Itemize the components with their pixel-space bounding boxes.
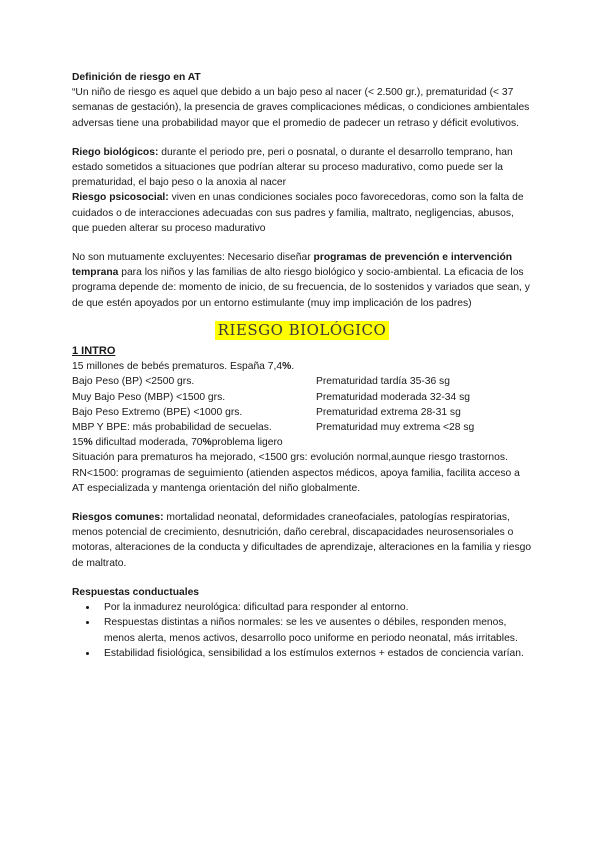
dificultad-text: problema ligero: [211, 437, 283, 449]
definicion-heading: Definición de riesgo en AT: [72, 72, 201, 83]
prematuridad-cell: Prematuridad tardía 35-36 sg: [316, 376, 450, 388]
peso-cell: MBP Y BPE: más probabilidad de secuelas.: [72, 422, 272, 434]
intro-line1-bold: %: [282, 361, 292, 373]
document-content: [72, 70, 532, 661]
peso-cell: Muy Bajo Peso (MBP) <1500 grs.: [72, 391, 226, 403]
no-excluyentes-paragraph: [72, 250, 532, 311]
peso-cell: Bajo Peso Extremo (BPE) <1000 grs.: [72, 406, 243, 418]
dificultad-bold: %: [202, 437, 212, 449]
section-title: RIESGO BIOLÓGICO: [215, 321, 390, 340]
riesgo-psicosocial-text: viven en unas condiciones sociales poco favorecedoras, como son la falta de cuidados o de interacciones adecuadas con sus padres y familia, maltrato, negligencias, abusos, que pueden alterar su proceso madurativo: [72, 192, 524, 234]
intro-line1: [72, 359, 532, 374]
list-item: • Estabilidad fisiológica, sensibilidad a los estímulos externos + estados de conciencia varían.: [98, 646, 532, 661]
prematuridad-cell: Prematuridad moderada 32-34 sg: [316, 391, 470, 403]
dificultad-line: [72, 435, 532, 450]
list-item: • Respuestas distintas a niños normales: se les ve ausentes o débiles, responden menos, menos alerta, menos activos, desarrollo poco uniforme en periodo neonatal, más irritables.: [98, 615, 532, 645]
riesgos-comunes-paragraph: [72, 510, 532, 571]
no-excluyentes-bold: programas de prevención e intervención temprana: [72, 252, 513, 279]
intro-row: [72, 405, 532, 420]
dificultad-text: dificultad moderada, 70: [92, 437, 203, 449]
riesgo-psicosocial-paragraph: [72, 190, 532, 236]
respuestas-heading: Respuestas conductuales: [72, 586, 200, 598]
riesgo-psicosocial-label: Riesgo psicosocial:: [72, 192, 169, 204]
respuestas-list: [72, 600, 532, 661]
intro-line1-text: 15 millones de bebés prematuros. España 7,4: [72, 361, 283, 373]
intro-row: [72, 420, 532, 435]
definicion-text: “Un niño de riesgo es aquel que debido a un bajo peso al nacer (< 2.500 gr.), prematuridad (< 37 semanas de gestación), la presencia de graves complicaciones médicas, o condiciones ambientales adversas tiene una probabilidad mayor que el promedio de padecer un retraso y déficit evolutivos.: [72, 87, 530, 129]
riesgo-biologicos-paragraph: [72, 145, 532, 191]
prematuridad-cell: Prematuridad extrema 28-31 sg: [316, 406, 461, 418]
no-excluyentes-post: para los niños y las familias de alto riesgo biológico y socio-ambiental. La eficacia de los programa depende de: momento de inicio, de su frecuencia, de lo sostenidos y variados que sean, y de que estén apoyados por un entorno estimulante (muy imp implicación de los padres): [72, 267, 530, 309]
prematuridad-cell: Prematuridad muy extrema <28 sg: [316, 422, 475, 434]
dificultad-text: 15: [72, 437, 84, 449]
intro-heading: 1 INTRO: [72, 345, 116, 358]
intro-line1-end: .: [291, 361, 295, 373]
riesgo-biologicos-label: Riego biológicos:: [72, 146, 159, 158]
situacion-paragraph: Situación para prematuros ha mejorado, <1500 grs: evolución normal,aunque riesgo trastornos. RN<1500: programas de seguimiento (atienden aspectos médicos, apoya familia, facilita acceso a AT especializada y mantenga orientación del niño globalmente.: [72, 452, 520, 494]
riesgo-biologicos-text: durante el periodo pre, peri o posnatal, o durante el desarrollo temprano, han estado sometidos a situaciones que podrían alterar su proceso madurativo, como puede ser la prematuridad, el bajo peso o la anoxia al nacer: [72, 146, 513, 189]
riesgos-comunes-label: Riesgos comunes:: [72, 512, 164, 524]
dificultad-bold: %: [83, 437, 93, 449]
no-excluyentes-pre: No son mutuamente excluyentes: Necesario diseñar: [72, 252, 314, 264]
riesgos-comunes-text: mortalidad neonatal, deformidades craneofaciales, patologías respiratorias, menos potencial de crecimiento, desnutrición, daño cerebral, discapacidades neurosensoriales o motoras, alteraciones de la conducta y dificultades de aprendizaje, alteraciones en la familia y riesgo de maltrato.: [72, 512, 532, 569]
list-item: • Por la inmadurez neurológica: dificultad para responder al entorno.: [98, 600, 532, 615]
intro-row: [72, 390, 532, 405]
peso-cell: Bajo Peso (BP) <2500 grs.: [72, 376, 195, 388]
intro-row: [72, 374, 532, 389]
